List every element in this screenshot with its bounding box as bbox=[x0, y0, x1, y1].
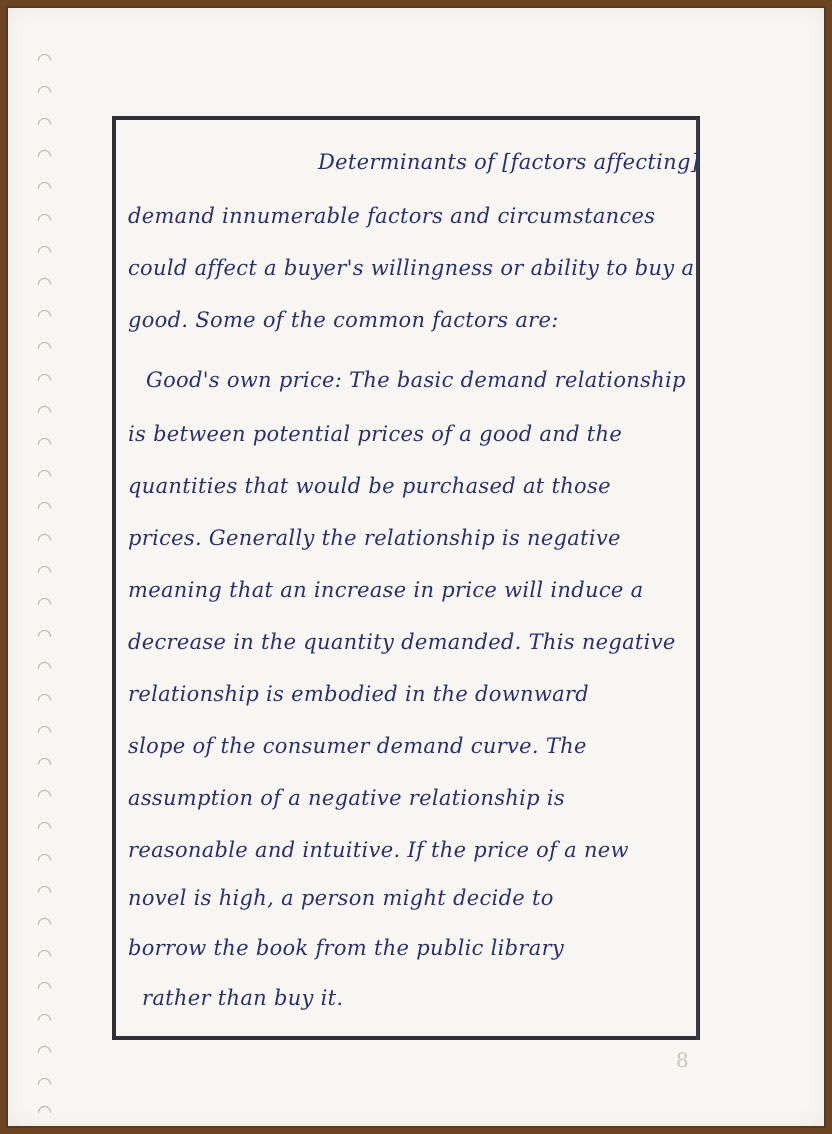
note-line: could affect a buyer's willingness or ability to buy a bbox=[128, 256, 695, 280]
spiral-hole bbox=[35, 947, 53, 965]
note-heading: Determinants of [factors affecting] bbox=[318, 150, 700, 174]
spiral-hole bbox=[35, 1103, 53, 1121]
spiral-hole bbox=[35, 51, 53, 69]
spiral-hole bbox=[35, 1011, 53, 1029]
spiral-hole bbox=[35, 275, 53, 293]
spiral-hole bbox=[35, 499, 53, 517]
spiral-hole bbox=[35, 307, 53, 325]
spiral-hole bbox=[35, 531, 53, 549]
spiral-hole bbox=[35, 115, 53, 133]
note-line: slope of the consumer demand curve. The bbox=[128, 734, 587, 758]
note-line: novel is high, a person might decide to bbox=[128, 886, 554, 910]
spiral-hole bbox=[35, 467, 53, 485]
note-line: reasonable and intuitive. If the price of a new bbox=[128, 838, 629, 862]
spiral-hole bbox=[35, 563, 53, 581]
spiral-hole bbox=[35, 787, 53, 805]
spiral-hole bbox=[35, 723, 53, 741]
note-line: prices. Generally the relationship is negative bbox=[128, 526, 621, 550]
spiral-hole bbox=[35, 883, 53, 901]
spiral-hole bbox=[35, 435, 53, 453]
note-line: is between potential prices of a good and the bbox=[128, 422, 623, 446]
spiral-hole bbox=[35, 179, 53, 197]
spiral-hole bbox=[35, 1043, 53, 1061]
spiral-hole bbox=[35, 243, 53, 261]
note-line: demand innumerable factors and circumstances bbox=[128, 204, 656, 228]
spiral-hole bbox=[35, 627, 53, 645]
spiral-hole bbox=[35, 979, 53, 997]
spiral-hole bbox=[35, 1075, 53, 1093]
note-line: Good's own price: The basic demand relationship bbox=[146, 368, 686, 392]
spiral-hole bbox=[35, 915, 53, 933]
spiral-hole bbox=[35, 755, 53, 773]
note-line: meaning that an increase in price will induce a bbox=[128, 578, 644, 602]
page-number: 8 bbox=[676, 1048, 689, 1072]
note-line: borrow the book from the public library bbox=[128, 936, 565, 960]
spiral-hole bbox=[35, 339, 53, 357]
note-line: good. Some of the common factors are: bbox=[128, 308, 559, 332]
spiral-hole bbox=[35, 851, 53, 869]
spiral-hole bbox=[35, 659, 53, 677]
spiral-hole bbox=[35, 371, 53, 389]
spiral-hole bbox=[35, 83, 53, 101]
notebook-page bbox=[8, 8, 824, 1126]
spiral-hole bbox=[35, 595, 53, 613]
note-line: quantities that would be purchased at those bbox=[128, 474, 611, 498]
note-line: relationship is embodied in the downward bbox=[128, 682, 590, 706]
spiral-holes bbox=[8, 8, 68, 1126]
note-line: assumption of a negative relationship is bbox=[128, 786, 565, 810]
spiral-hole bbox=[35, 211, 53, 229]
spiral-hole bbox=[35, 691, 53, 709]
border-right-edge bbox=[696, 118, 699, 1040]
note-line: rather than buy it. bbox=[142, 986, 344, 1010]
spiral-hole bbox=[35, 819, 53, 837]
note-line: decrease in the quantity demanded. This negative bbox=[128, 630, 676, 654]
spiral-hole bbox=[35, 403, 53, 421]
spiral-hole bbox=[35, 147, 53, 165]
